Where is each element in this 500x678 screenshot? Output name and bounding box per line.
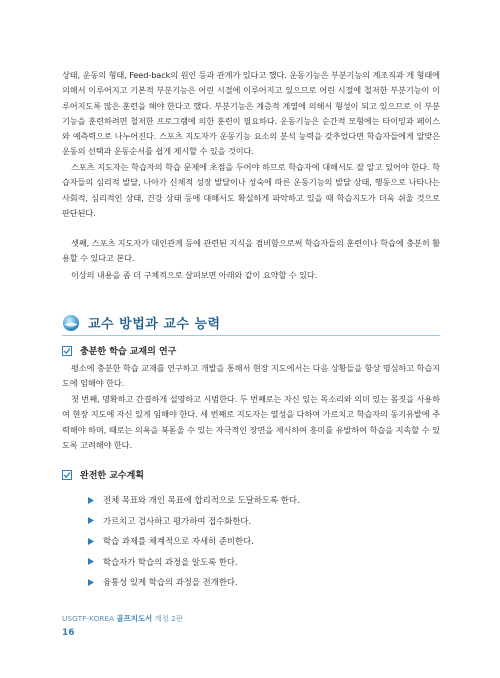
list-item-text: 전체 목표와 개인 목표에 합리적으로 도달하도록 한다.: [103, 495, 300, 506]
list-item-text: 융통성 있게 학습의 과정을 전개한다.: [103, 577, 238, 588]
checkbox-icon: [62, 470, 72, 480]
list-item: [88, 531, 300, 552]
footer-edition: 개정 2판: [154, 614, 184, 623]
footer-org: USGTF-KOREA: [62, 614, 115, 623]
subsection-title: 완전한 교수계획: [80, 471, 144, 481]
list-item: [88, 572, 300, 593]
triangle-bullet-icon: [88, 517, 94, 524]
list-item: [88, 511, 300, 532]
page-footer: [62, 613, 183, 624]
list-item: [88, 490, 300, 511]
list-item-text: 가르치고 검사하고 평가하여 접수화한다.: [103, 515, 252, 526]
body-paragraph: 평소에 충분한 학습 교재를 연구하고 개발을 통해서 현장 지도에서는 다음 상황들을 항상 명심하고 학습지도에 임해야 한다.: [62, 363, 440, 389]
subsection-heading: [62, 344, 176, 357]
subsection-heading: [62, 468, 144, 481]
triangle-bullet-icon: [88, 579, 94, 586]
triangle-bullet-icon: [88, 497, 94, 504]
checkbox-icon: [62, 346, 72, 356]
globe-badge-icon: [62, 314, 80, 332]
bullet-list: [88, 490, 300, 593]
page-number: 16: [62, 628, 75, 638]
section-title: 교수 방법과 교수 능력: [88, 317, 221, 332]
list-item-text: 학습 과제를 체계적으로 자세히 준비한다.: [103, 536, 254, 547]
triangle-bullet-icon: [88, 558, 94, 565]
body-paragraph: 상태, 운동의 형태, Feed-back의 원인 등과 관계가 있다고 했다. 운동기능은 부분기능의 계조직과 계 형태에 의해서 이루어지고 기본적 부분기능은 어린 시절에 이루어지고 있으므로 어린 시절에 철저한 부분기능이 이루어지도록 많은 훈련을 해야 한다고 했다. 부분기능은 계층적 계열에 의해서 형성이 되고 있으므로 이 부분기능을 훈련하려면 철저한 프로그램에 의한 훈련이 필요하다. 운동기능은 순간적 모형에는 타이밍과 페이스와 예측력으로 나누어진다. 스포츠 지도자가 운동기능 요소의 분석 능력을 갖추었다면 학습자들에게 알맞은 운동의 선택과 운동순서를 쉽게 제시할 수 있을 것이다.: [62, 70, 440, 157]
section-heading: [62, 313, 221, 332]
body-paragraph: 스포츠 지도자는 학습자의 학습 문제에 초점을 두어야 하므로 학습자에 대해서도 잘 알고 있어야 한다. 학습자들의 심리적 발달, 나아가 신체적 성장 발달이나 성숙에 따른 운동기능의 발달 상태, 행동으로 나타나는 사회적, 심리적인 상태, 건강 상태 등에 대해서도 확실하게 파악하고 있을 때 학습지도가 더욱 쉬울 것으로 판단된다.: [62, 162, 440, 218]
body-paragraph: 이상의 내용을 좀 더 구체적으로 살펴보면 아래와 같이 요약할 수 있다.: [71, 270, 318, 280]
body-paragraph: 셋째, 스포츠 지도자가 대인관계 등에 관련된 지식을 겸비함으로써 학습자들의 훈련이나 학습에 충분히 활용할 수 있다고 본다.: [62, 238, 440, 264]
section-divider: [62, 335, 440, 336]
subsection-title: 충분한 학습 교재의 연구: [80, 347, 177, 357]
list-item: [88, 552, 300, 573]
list-item-text: 학습자가 학습의 과정을 알도록 한다.: [103, 556, 238, 567]
triangle-bullet-icon: [88, 538, 94, 545]
footer-book-title: 골프지도서: [116, 614, 153, 623]
body-paragraph: 첫 번째, 명확하고 간결하게 설명하고 시범한다. 두 번째로는 자신 있는 목소리와 의미 있는 몸짓을 사용하여 현장 지도에 자신 있게 임해야 한다. 세 번째로 지도자는 열성을 다하여 가르치고 학습자의 동기유발에 주력해야 하며, 때로는 의욕을 북돋울 수 있는 자극적인 장면을 제시하여 흥미를 유발하여 학습을 지속할 수 있도록 고려해야 한다.: [62, 394, 440, 450]
